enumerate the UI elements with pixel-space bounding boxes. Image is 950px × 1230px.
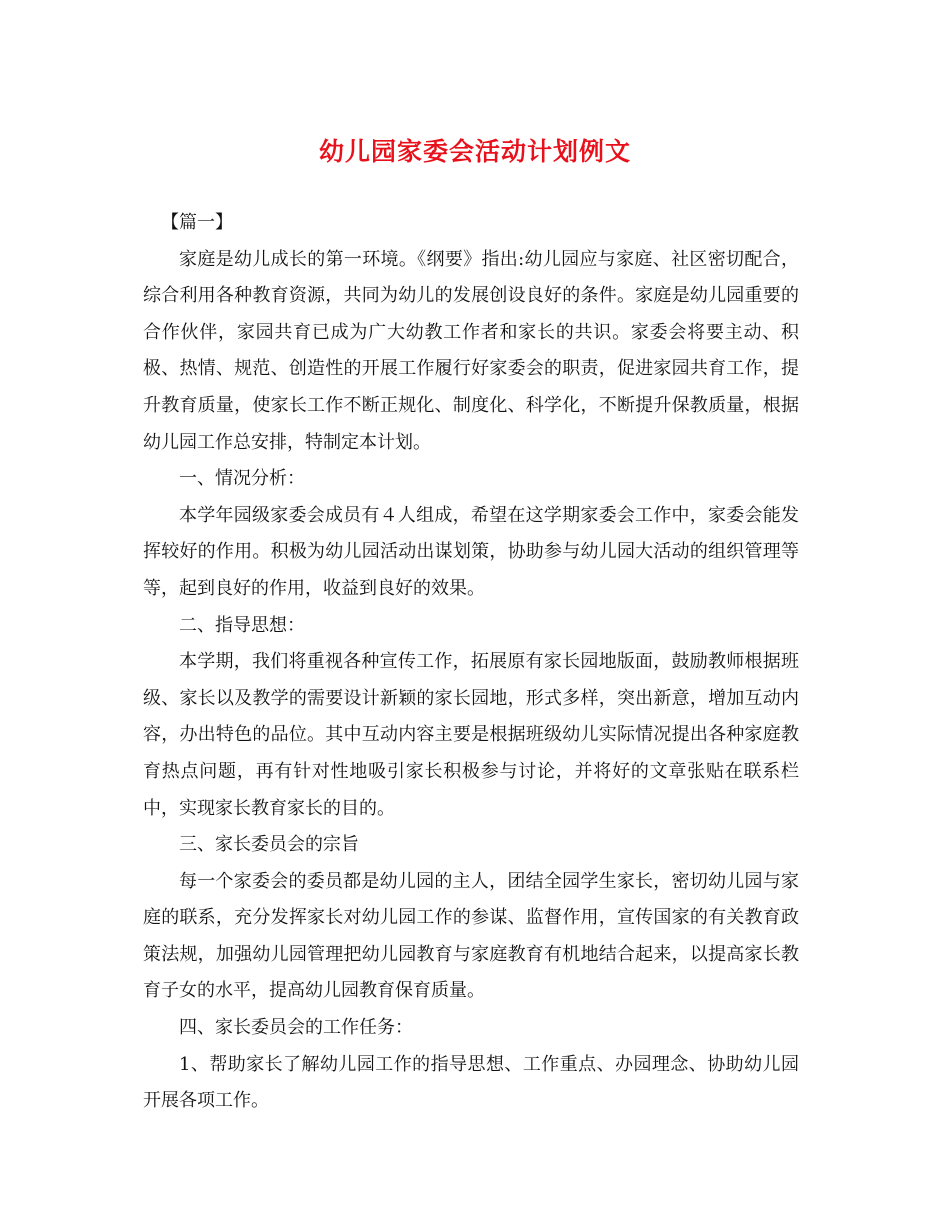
paragraph-task-1: 1、帮助家长了解幼儿园工作的指导思想、工作重点、办园理念、协助幼儿园开展各项工作。 [143, 1053, 799, 1112]
heading-guiding-ideology: 二、指导思想： [179, 614, 305, 636]
heading-committee-purpose: 三、家长委员会的宗旨 [179, 834, 359, 856]
paragraph-committee-purpose: 每一个家委会的委员都是幼儿园的主人，团结全园学生家长，密切幼儿园与家庭的联系，充分发挥家长对幼儿园工作的参谋、监督作用，宣传国家的有关教育政策法规，加强幼儿园管理把幼儿园教育与家庭教育有机地结合起来，以提高家长教育子女的水平，提高幼儿园教育保育质量。 [143, 870, 799, 1002]
paragraph-situation-analysis: 本学年园级家委会成员有４人组成，希望在这学期家委会工作中，家委会能发挥较好的作用。积极为幼儿园活动出谋划策，协助参与幼儿园大活动的组织管理等等，起到良好的作用，收益到良好的效果。 [143, 504, 799, 599]
section-label: 【篇一】 [161, 212, 233, 233]
paragraph-guiding-ideology: 本学期，我们将重视各种宣传工作，拓展原有家长园地版面，鼓励教师根据班级、家长以及教学的需要设计新颖的家长园地，形式多样，突出新意，增加互动内容，办出特色的品位。其中互动内容主要是根据班级幼儿实际情况提出各种家庭教育热点问题，再有针对性地吸引家长积极参与讨论，并将好的文章张贴在联系栏中，实现家长教育家长的目的。 [143, 651, 799, 819]
heading-situation-analysis: 一、情况分析： [179, 468, 305, 490]
paragraph-intro: 家庭是幼儿成长的第一环境。《纲要》指出:幼儿园应与家庭、社区密切配合，综合利用各种教育资源，共同为幼儿的发展创设良好的条件。家庭是幼儿园重要的合作伙伴，家园共育已成为广大幼教工作者和家长的共识。家委会将要主动、积极、热情、规范、创造性的开展工作履行好家委会的职责，促进家园共育工作，提升教育质量，使家长工作不断正规化、制度化、科学化，不断提升保教质量，根据幼儿园工作总安排，特制定本计划。 [143, 248, 799, 453]
document-body [143, 205, 799, 1120]
document-title: 幼儿园家委会活动计划例文 [318, 137, 631, 166]
heading-committee-tasks: 四、家长委员会的工作任务： [179, 1017, 413, 1039]
